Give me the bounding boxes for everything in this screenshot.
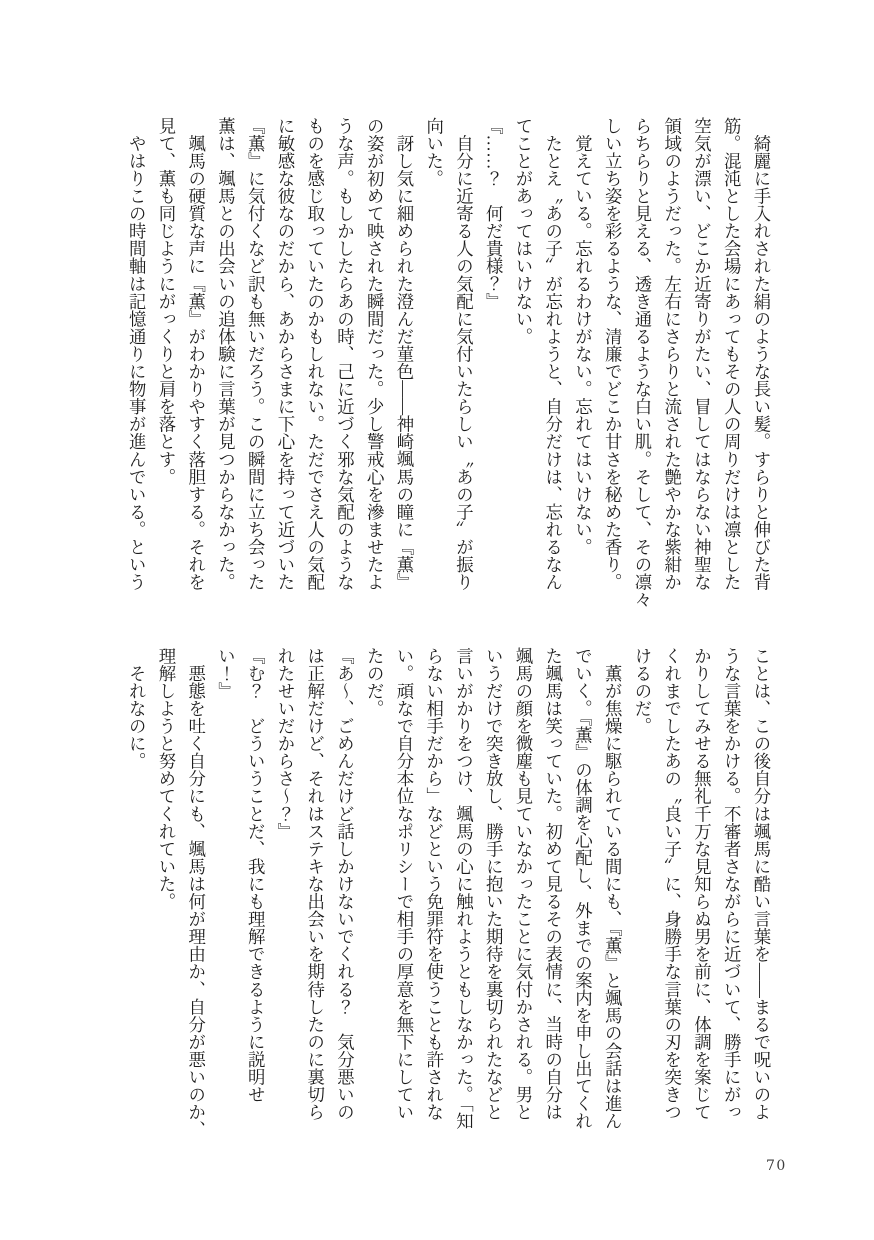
text-line: 領域のようだった。左右にさらりと流された艶やかな紫紺か bbox=[661, 117, 682, 591]
text-line: 理解しようと努めてくれていた。 bbox=[156, 647, 176, 911]
text-line: 『あ〜、ごめんだけど話しかけないでくれる？ 気分悪いの bbox=[334, 647, 355, 1121]
text-line: ものを感じ取っていたのかもしれない。ただでさえ人の気配 bbox=[304, 117, 325, 591]
text-line: 颯馬の硬質な声に『薫』がわかりやすく落胆する。それを bbox=[185, 117, 206, 591]
text-line: 『薫』に気付くなど訳も無いだろう。この瞬間に立ち会った bbox=[245, 117, 266, 591]
text-line: 言いがかりをつけ、颯馬の心に触れようともしなかった。「知 bbox=[453, 647, 474, 1130]
text-line: たとえ〝あの子〟が忘れようと、自分だけは、忘れるなん bbox=[542, 117, 563, 591]
text-line: しい立ち姿を彩るような、清廉でどこか甘さを秘めた香り。 bbox=[602, 117, 623, 591]
text-line: らない相手だから」などという免罪符を使うことも許されな bbox=[423, 647, 444, 1121]
text-line: の姿が初めて映された瞬間だった。少し警戒心を滲ませたよ bbox=[364, 117, 385, 591]
text-line: けるのだ。 bbox=[632, 647, 652, 735]
text-block-top bbox=[121, 117, 776, 617]
text-line: ことは、この後自分は颯馬に酷い言葉を――まるで呪いのよ bbox=[751, 647, 771, 1121]
text-line: 見て、薫も同じようにがっくりと肩を落とす。 bbox=[156, 117, 176, 486]
text-line: 覚えている。忘れるわけがない。忘れてはいけない。 bbox=[572, 117, 593, 556]
text-line: それなのに。 bbox=[126, 647, 147, 770]
text-line: 向いた。 bbox=[423, 117, 444, 188]
text-line: たのだ。 bbox=[364, 647, 385, 718]
text-line: でいく。『薫』の体調を心配し、外までの案内を申し出てくれ bbox=[572, 647, 593, 1130]
text-line: 薫が焦燥に駆られている間にも、『薫』と颯馬の会話は進ん bbox=[602, 647, 623, 1130]
text-line: 綺麗に手入れされた絹のような長い髪。すらりと伸びた背 bbox=[751, 117, 771, 591]
text-line: うな言葉をかける。不審者さながらに近づいて、勝手にがっ bbox=[721, 647, 742, 1121]
text-block-bottom bbox=[121, 647, 776, 1147]
text-line: いうだけで突き放し、勝手に抱いた期待を裏切られたなどと bbox=[483, 647, 504, 1121]
text-line: 悪態を吐く自分にも、颯馬は何が理由か、自分が悪いのか、 bbox=[185, 647, 206, 1139]
text-line: 颯馬の顔を微塵も見ていなかったことに気付かされる。男と bbox=[513, 647, 533, 1121]
text-line: 『……？ 何だ貴様？』 bbox=[483, 117, 504, 311]
text-line: い！』 bbox=[215, 647, 236, 700]
text-line: かりしてみせる無礼千万な見知らぬ男を前に、体調を案じて bbox=[691, 647, 712, 1121]
text-line: やはりこの時間軸は記憶通りに物事が進んでいる。という bbox=[126, 117, 147, 591]
text-line: 『む？ どういうことだ、我にも理解できるように説明せ bbox=[245, 647, 266, 1104]
text-line: れたせいだからさ〜？』 bbox=[275, 647, 295, 841]
text-line: 筋。混沌とした会場にあってもその人の周りだけは凛とした bbox=[721, 117, 742, 591]
text-line: 薫は、颯馬との出会いの追体験に言葉が見つからなかった。 bbox=[215, 117, 236, 591]
page-number: 70 bbox=[766, 1158, 787, 1174]
text-line: た颯馬は笑っていた。初めて見るその表情に、当時の自分は bbox=[542, 647, 563, 1121]
text-line: くれまでしたあの〝良い子〟に、身勝手な言葉の刃を突きつ bbox=[661, 647, 682, 1121]
text-line: い。頑なで自分本位なポリシーで相手の厚意を無下にしてい bbox=[394, 647, 414, 1121]
text-line: に敏感な彼なのだから、あからさまに下心を持って近づいた bbox=[275, 117, 295, 591]
text-line: うな声。もしかしたらあの時、己に近づく邪な気配のような bbox=[334, 117, 355, 591]
text-line: 訝し気に細められた澄んだ菫色――神崎颯馬の瞳に『薫』 bbox=[394, 117, 414, 591]
text-line: てことがあってはいけない。 bbox=[513, 117, 533, 346]
text-line: 自分に近寄る人の気配に気付いたらしい〝あの子〟が振り bbox=[453, 117, 474, 591]
text-line: 空気が漂い、どこか近寄りがたい、冒してはならない神聖な bbox=[691, 117, 712, 591]
text-line: らちらりと見える、透き通るような白い肌。そして、その凛々 bbox=[632, 117, 652, 609]
text-line: は正解だけど、それはステキな出会いを期待したのに裏切ら bbox=[304, 647, 325, 1121]
